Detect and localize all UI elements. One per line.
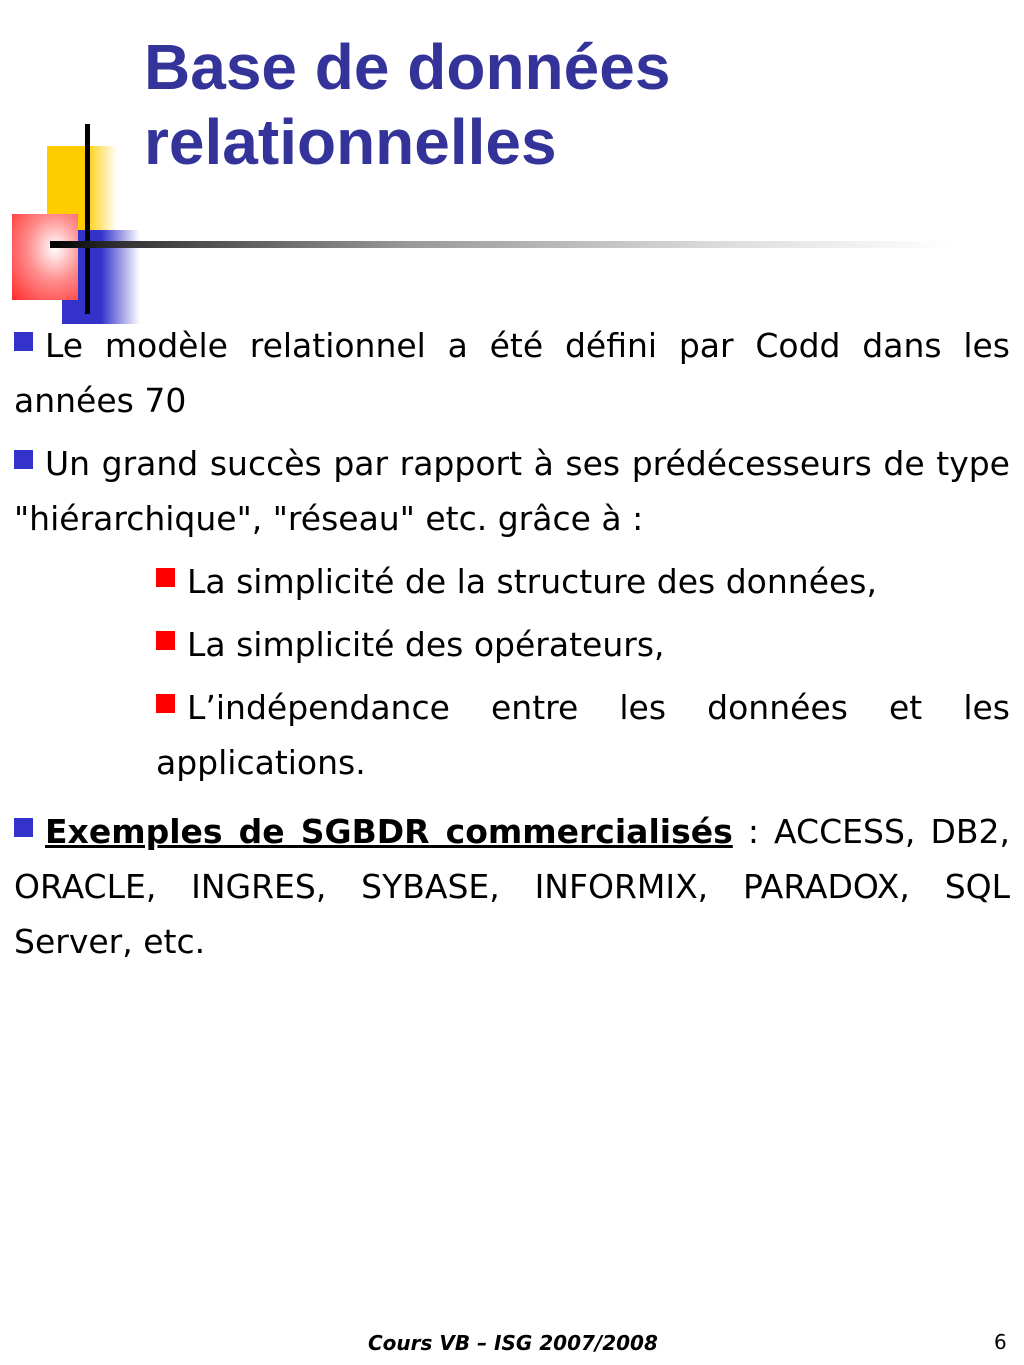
title-line-2: relationnelles [144,106,557,178]
sub-bullet-item-structure [156,554,1010,609]
horizontal-gradient-rule [50,241,950,248]
red-square-bullet-icon [156,694,175,713]
sub-bullet-text: L’indépendance entre les données et les applications. [156,688,1010,782]
examples-heading: Exemples de SGBDR commercialisés [45,812,733,851]
slide-title [144,30,670,180]
bullet-item-examples [14,804,1010,969]
examples-list: : ACCESS, DB2, ORACLE, INGRES, SYBASE, INFORMIX, PARADOX, SQL Server, etc. [14,812,1011,961]
slide-content [14,318,1010,969]
bullet-item-success [14,436,1010,546]
red-square-decoration [12,214,78,300]
blue-square-bullet-icon [14,332,33,351]
red-square-bullet-icon [156,631,175,650]
footer-course: Cours VB – ISG 2007/2008 [368,1331,658,1355]
bullet-item-codd [14,318,1010,428]
sub-bullet-text: La simplicité des opérateurs, [187,625,665,664]
blue-square-bullet-icon [14,818,33,837]
red-square-bullet-icon [156,568,175,587]
bullet-text: Un grand succès par rapport à ses prédécesseurs de type "hiérarchique", "réseau" etc. grâce à : [14,444,1010,538]
bullet-text: Le modèle relationnel a été défini par Codd dans les années 70 [14,326,1010,420]
page-number: 6 [994,1330,1007,1354]
blue-square-bullet-icon [14,450,33,469]
sub-bullet-text: La simplicité de la structure des données, [187,562,877,601]
vertical-line-decoration [85,124,90,314]
sub-bullet-item-independence [156,680,1010,790]
sub-bullet-item-operators [156,617,1010,672]
title-line-1: Base de données [144,31,671,103]
